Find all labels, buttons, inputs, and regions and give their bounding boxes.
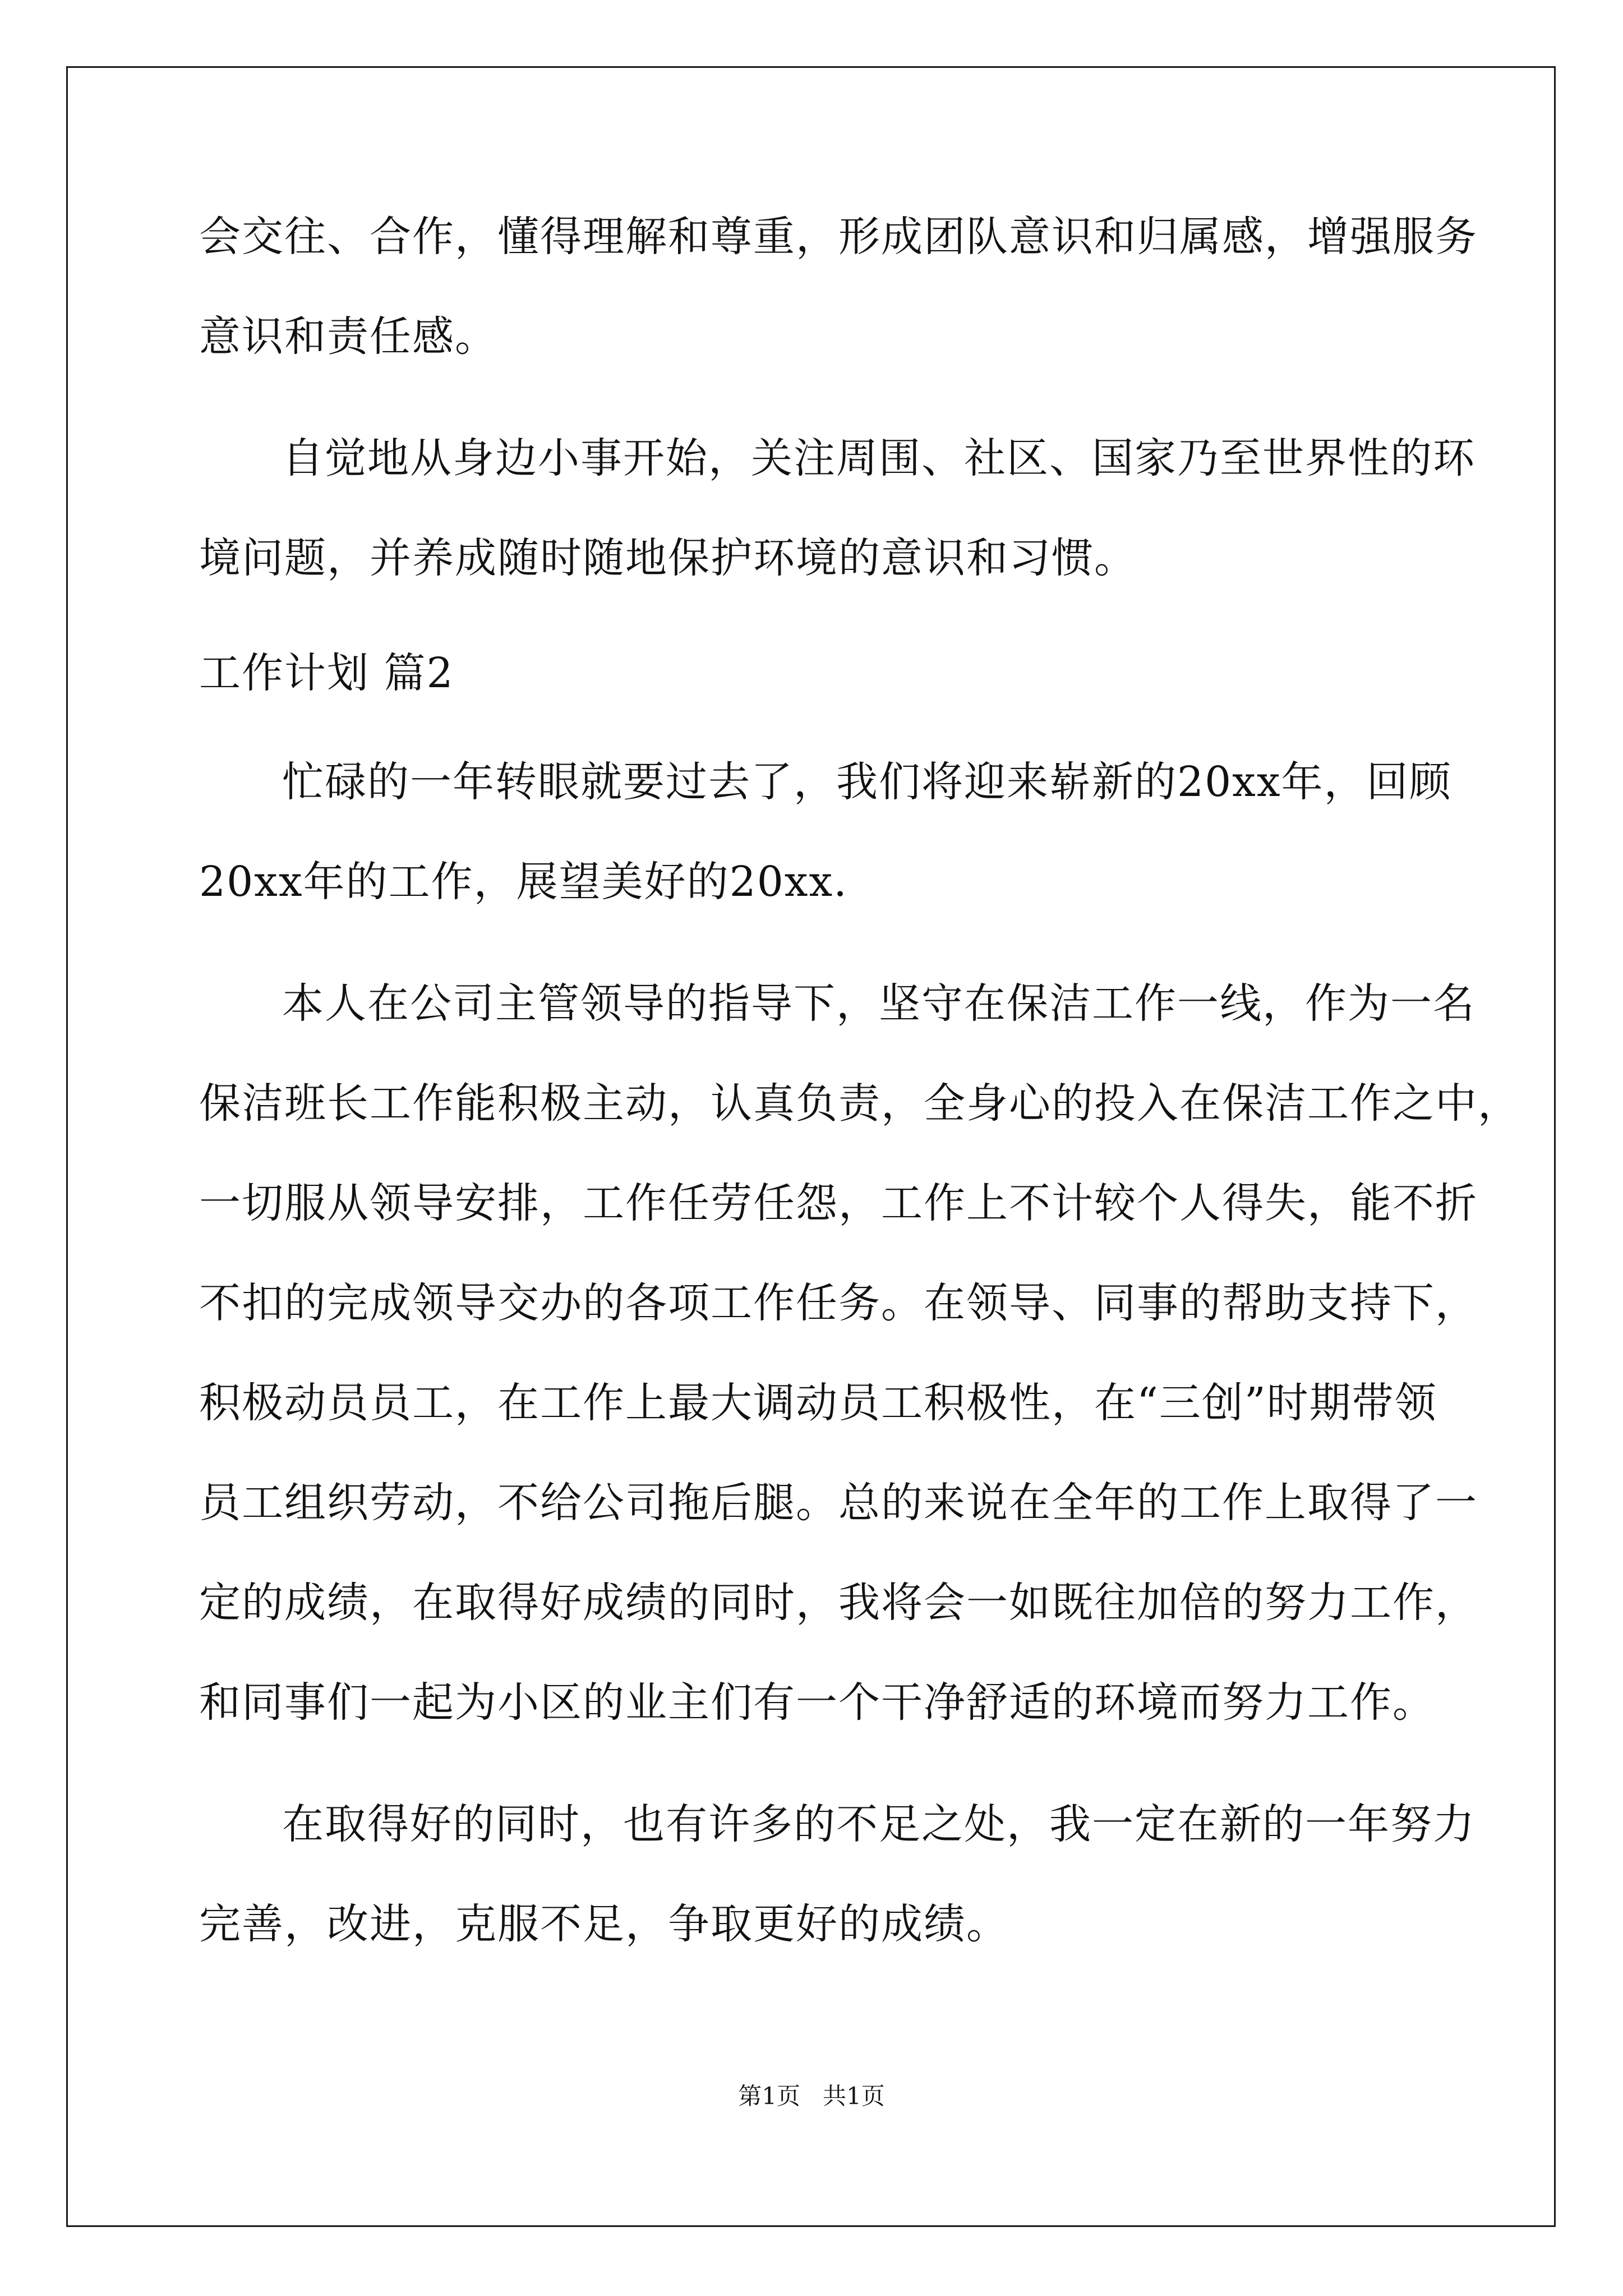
text-line: 定的成绩，在取得好成绩的同时，我将会一如既往加倍的努力工作， bbox=[199, 1579, 1478, 1627]
text-line: 积极动员员工，在工作上最大调动员工积极性，在“三创”时期带领 bbox=[199, 1379, 1437, 1427]
text-line: 员工组织劳动，不给公司拖后腿。总的来说在全年的工作上取得了一 bbox=[199, 1479, 1478, 1527]
page-footer: 第1页 共1页 bbox=[738, 2082, 885, 2110]
text-line: 意识和责任感。 bbox=[199, 312, 497, 361]
text-line: 保洁班长工作能积极主动，认真负责，全身心的投入在保洁工作之中， bbox=[199, 1079, 1520, 1128]
paragraph-start-line: 自觉地从身边小事开始，关注周围、社区、国家乃至世界性的环 bbox=[282, 434, 1476, 482]
text-line: 会交往、合作，懂得理解和尊重，形成团队意识和归属感，增强服务 bbox=[199, 213, 1478, 261]
text-line: 和同事们一起为小区的业主们有一个干净舒适的环境而努力工作。 bbox=[199, 1678, 1435, 1727]
paragraph-start-line: 在取得好的同时，也有许多的不足之处，我一定在新的一年努力 bbox=[282, 1800, 1476, 1848]
section-heading: 工作计划 篇2 bbox=[199, 649, 454, 697]
text-line: 境问题，并养成随时随地保护环境的意识和习惯。 bbox=[199, 534, 1137, 582]
text-line: 完善，改进，克服不足，争取更好的成绩。 bbox=[199, 1900, 1009, 1948]
text-line: 不扣的完成领导交办的各项工作任务。在领导、同事的帮助支持下， bbox=[199, 1279, 1478, 1327]
text-line: 20xx年的工作，展望美好的20xx. bbox=[199, 858, 848, 906]
paragraph-start-line: 本人在公司主管领导的指导下，坚守在保洁工作一线，作为一名 bbox=[282, 979, 1476, 1028]
text-line: 一切服从领导安排，工作任劳任怨，工作上不计较个人得失，能不折 bbox=[199, 1179, 1478, 1227]
paragraph-start-line: 忙碌的一年转眼就要过去了，我们将迎来崭新的20xx年，回顾 bbox=[282, 758, 1452, 806]
